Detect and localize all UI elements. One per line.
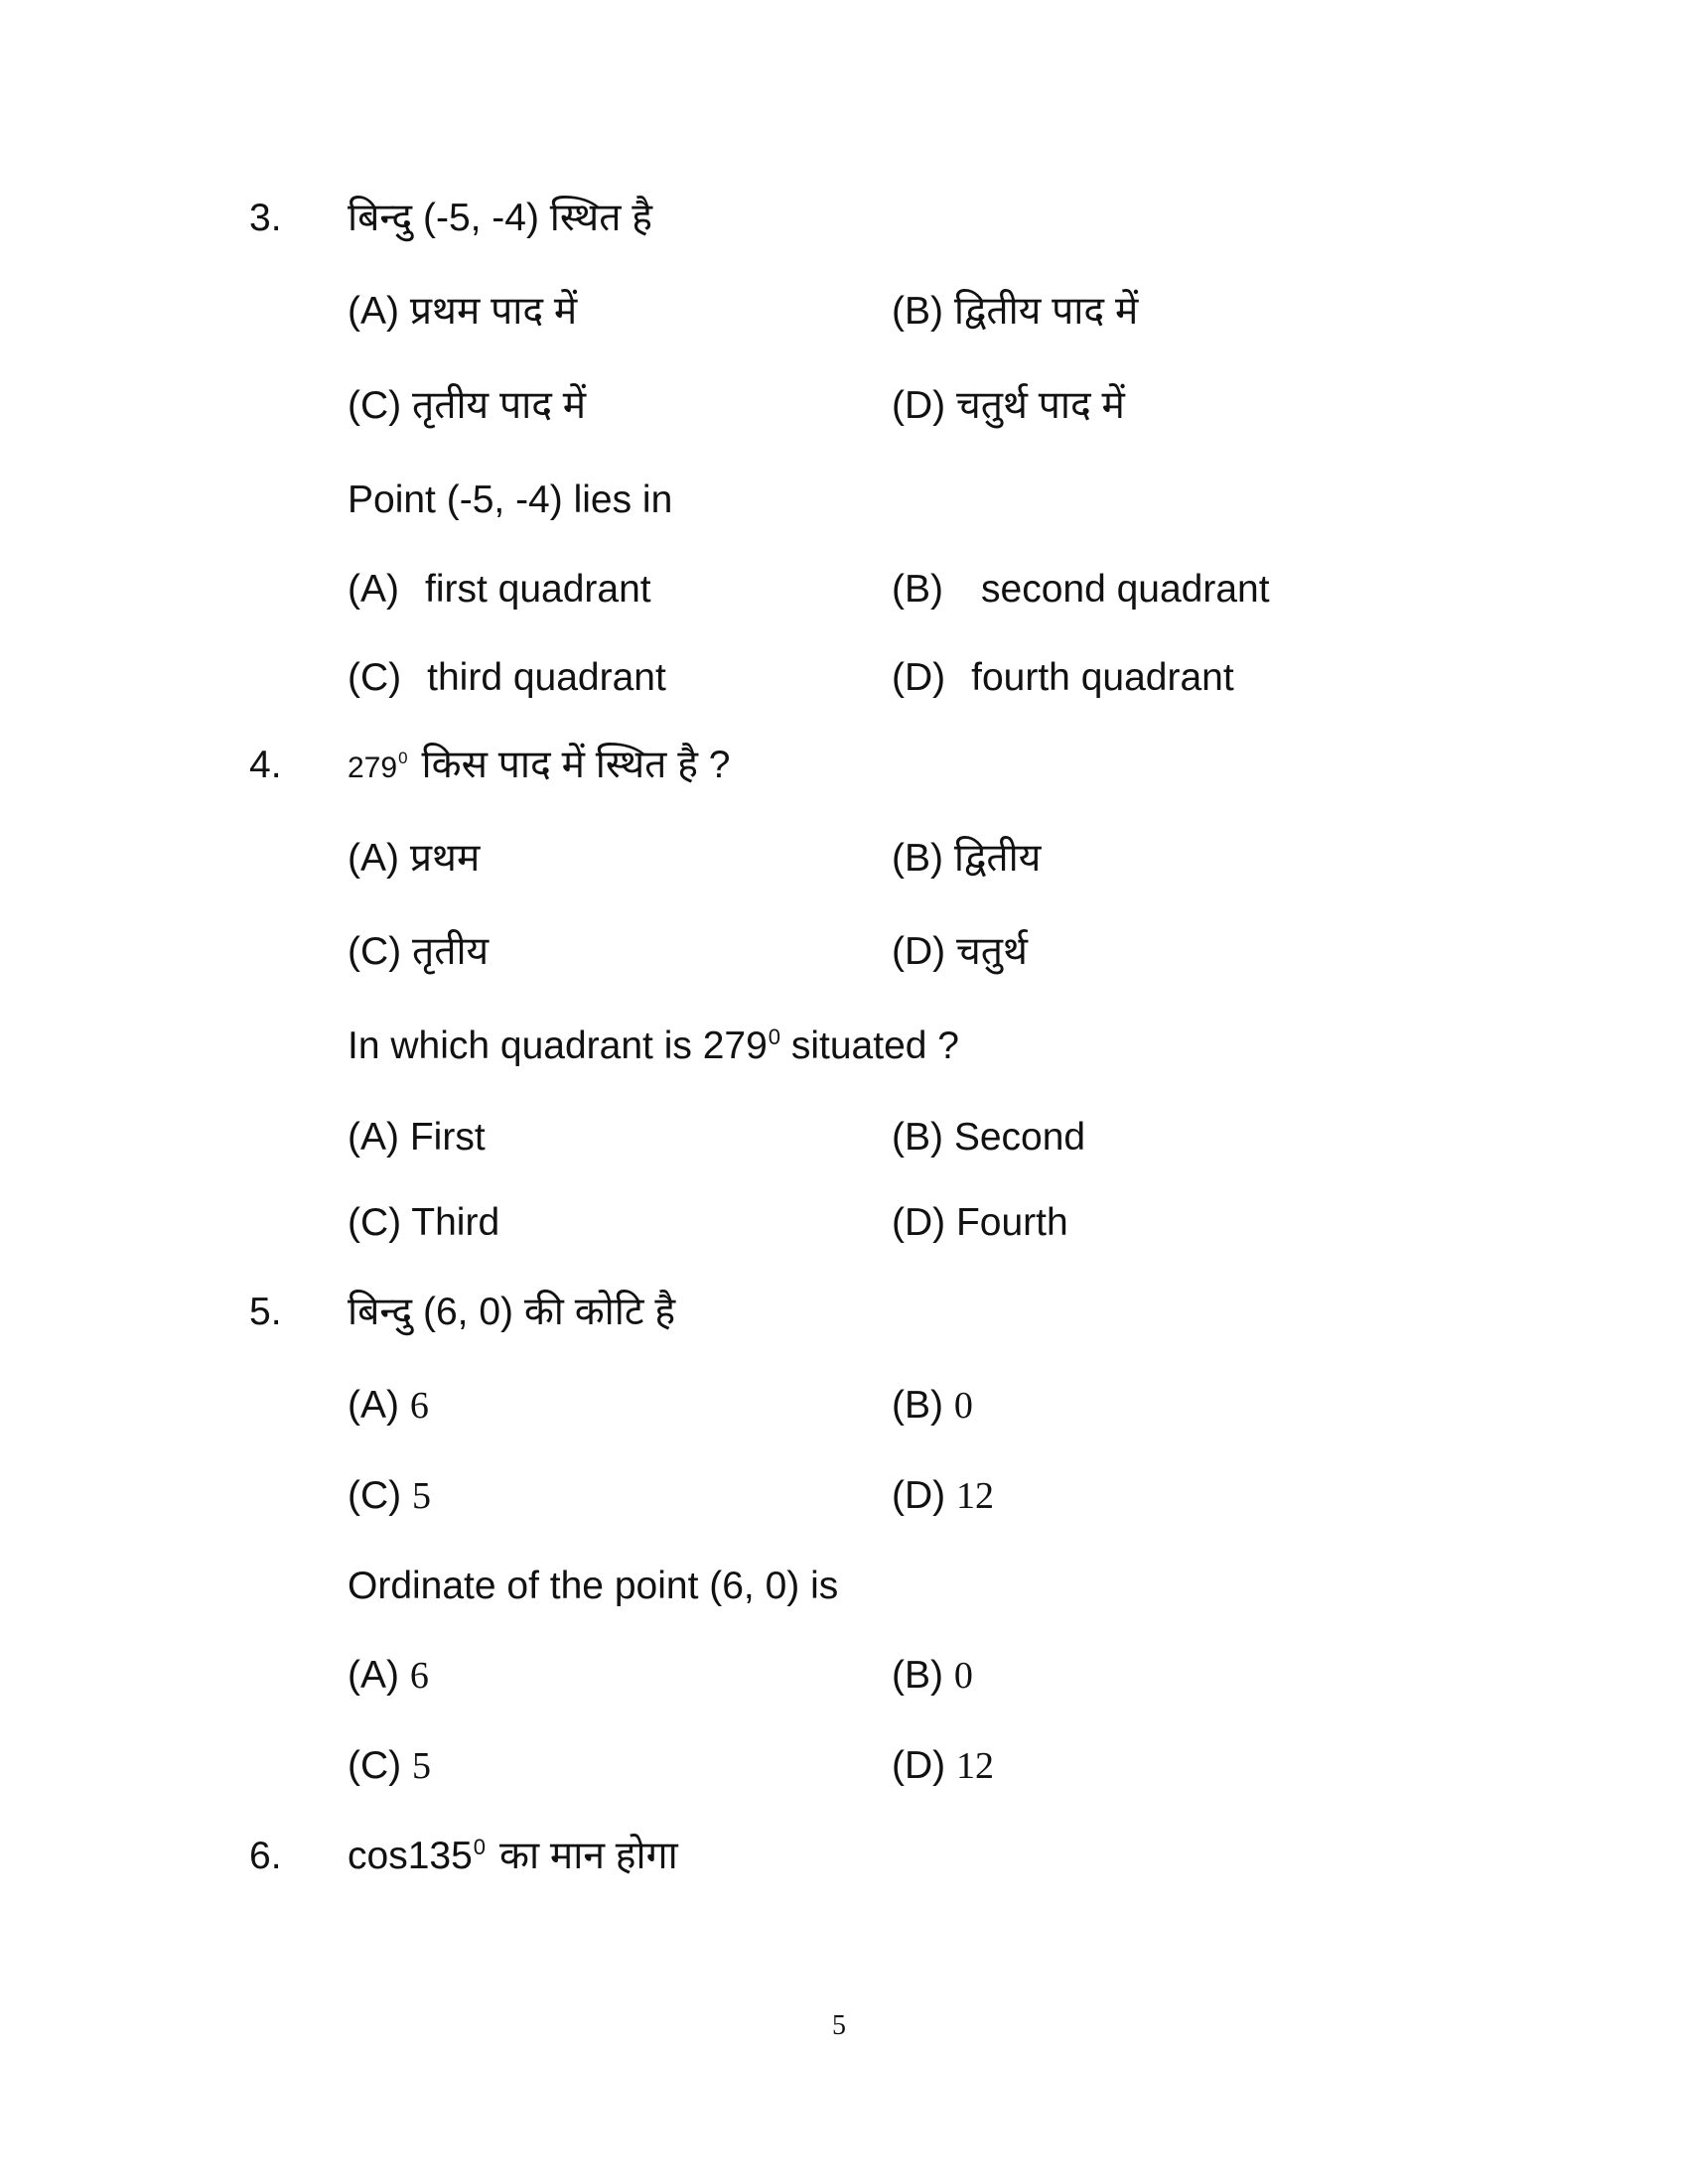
option-label: (A)	[348, 568, 399, 611]
option-label: (C)	[348, 384, 402, 427]
stem-text: का मान होगा	[499, 1835, 678, 1877]
option-a-english	[348, 1118, 486, 1157]
option-text: 6	[409, 1385, 429, 1427]
option-c-hindi	[348, 1476, 431, 1515]
option-text: Second	[953, 1116, 1086, 1159]
stem-suffix: situated ?	[780, 1024, 959, 1067]
option-text: तृतीय	[411, 930, 490, 973]
option-b-english	[892, 570, 1270, 609]
option-text: तृतीय पाद में	[411, 384, 587, 427]
question-stem-hindi: बिन्दु (6, 0) की कोटि है	[348, 1291, 676, 1333]
option-d-english	[892, 658, 1234, 697]
option-text: First	[409, 1116, 486, 1159]
option-a-english	[348, 1656, 429, 1695]
option-label: (B)	[892, 290, 943, 333]
option-b-hindi	[892, 1386, 973, 1425]
option-d-hindi	[892, 386, 1125, 425]
question-number: 4.	[249, 744, 282, 786]
option-text: 0	[953, 1385, 973, 1427]
option-a-hindi	[348, 839, 480, 878]
option-text: चतुर्थ पाद में	[955, 384, 1125, 427]
option-label: (C)	[348, 1201, 402, 1244]
option-c-hindi	[348, 932, 489, 971]
option-label: (B)	[892, 1654, 943, 1697]
option-text: 5	[411, 1745, 431, 1787]
option-text: fourth quadrant	[971, 656, 1234, 699]
question-stem-english: Point (-5, -4) lies in	[348, 478, 673, 521]
option-b-english	[892, 1656, 973, 1695]
option-label: (C)	[348, 1744, 402, 1787]
option-label: (D)	[892, 1744, 946, 1787]
option-d-hindi	[892, 932, 1028, 971]
option-label: (A)	[348, 837, 399, 880]
option-c-english	[348, 1203, 499, 1242]
option-text: first quadrant	[425, 568, 651, 611]
option-text: द्वितीय	[953, 837, 1042, 880]
option-text: 12	[955, 1475, 994, 1517]
option-text: प्रथम	[409, 837, 481, 880]
option-label: (D)	[892, 384, 946, 427]
option-d-english	[892, 1203, 1068, 1242]
option-a-hindi	[348, 292, 577, 331]
option-label: (B)	[892, 1116, 943, 1159]
question-number: 5.	[249, 1291, 282, 1333]
option-label: (D)	[892, 1474, 946, 1517]
option-a-hindi	[348, 1386, 429, 1425]
option-text: Fourth	[955, 1201, 1068, 1244]
stem-text: किस पाद में स्थित है ?	[421, 744, 731, 786]
option-text: द्वितीय पाद में	[953, 290, 1139, 333]
question-number: 6.	[249, 1835, 282, 1877]
option-label: (D)	[892, 656, 946, 699]
question-number: 3.	[249, 197, 282, 239]
option-d-english	[892, 1746, 994, 1785]
option-text: 12	[955, 1745, 994, 1787]
option-text: 6	[409, 1655, 429, 1697]
option-b-hindi	[892, 292, 1138, 331]
question-stem-english: Ordinate of the point (6, 0) is	[348, 1565, 839, 1607]
option-label: (A)	[348, 1654, 399, 1697]
option-label: (C)	[348, 1474, 402, 1517]
option-c-english	[348, 1746, 431, 1785]
option-a-english	[348, 570, 651, 609]
page-number: 5	[832, 2010, 846, 2041]
option-label: (A)	[348, 1384, 399, 1427]
option-d-hindi	[892, 1476, 994, 1515]
option-text: प्रथम पाद में	[409, 290, 578, 333]
option-label: (A)	[348, 290, 399, 333]
option-text: Third	[411, 1201, 500, 1244]
option-text: 5	[411, 1475, 431, 1517]
option-text: 0	[953, 1655, 973, 1697]
option-label: (C)	[348, 656, 402, 699]
option-label: (D)	[892, 930, 946, 973]
question-stem-english	[348, 1026, 959, 1065]
option-label: (B)	[892, 837, 943, 880]
question-stem-hindi	[348, 1837, 678, 1875]
option-label: (A)	[348, 1116, 399, 1159]
option-text: third quadrant	[427, 656, 666, 699]
option-label: (B)	[892, 568, 943, 611]
option-label: (B)	[892, 1384, 943, 1427]
question-stem-hindi: बिन्दु (-5, -4) स्थित है	[348, 197, 652, 239]
degree-superscript: 0	[398, 748, 408, 767]
option-label: (D)	[892, 1201, 946, 1244]
degree-superscript: 0	[473, 1835, 487, 1860]
option-text: चतुर्थ	[955, 930, 1028, 973]
option-b-hindi	[892, 839, 1041, 878]
stem-prefix: cos135	[348, 1835, 473, 1877]
option-label: (C)	[348, 930, 402, 973]
stem-prefix: In which quadrant is 279	[348, 1024, 768, 1067]
option-text: second quadrant	[981, 568, 1270, 611]
option-c-hindi	[348, 386, 586, 425]
degree-superscript: 0	[768, 1024, 781, 1050]
angle-value: 279	[348, 751, 398, 784]
option-b-english	[892, 1118, 1085, 1157]
question-stem-hindi	[348, 746, 730, 784]
option-c-english	[348, 658, 666, 697]
